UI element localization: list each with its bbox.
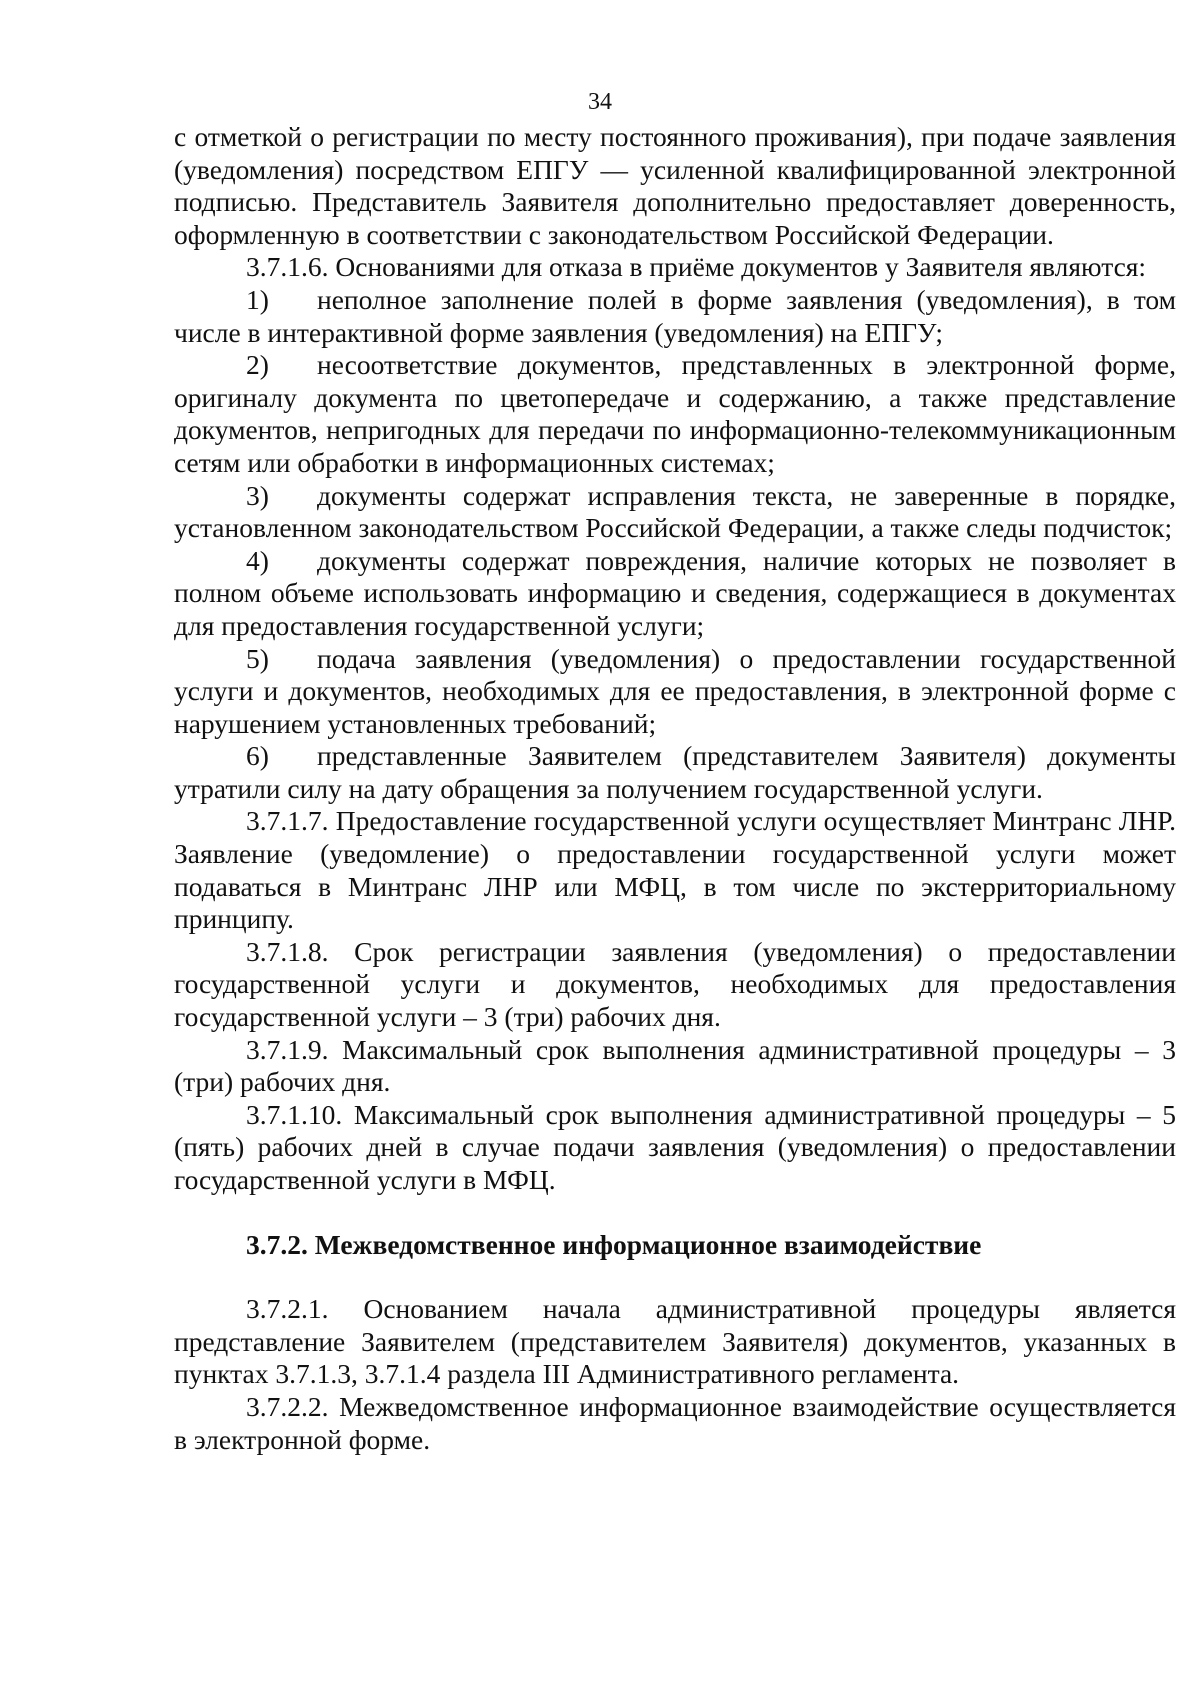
list-item-text: подача заявления (уведомления) о предоставлении государственной услуги и документов, необходимых для ее предоставления, в электронной форме с нарушением установленных требований; (174, 642, 1176, 739)
paragraph-continuation: с отметкой о регистрации по месту постоянного проживания), при подаче заявления (уведомления) посредством ЕПГУ — усиленной квалифицированной электронной подписью. Представитель Заявителя дополнительно предоставляет доверенность, оформленную в соответствии с законодательством Российской Федерации. (174, 121, 1176, 250)
paragraph-3-7-2-2: 3.7.2.2. Межведомственное информационное взаимодействие осуществляется в электронной форме. (174, 1390, 1176, 1455)
list-item-5 (174, 643, 1176, 741)
list-item-3 (174, 480, 1176, 545)
paragraph-3-7-2-1: 3.7.2.1. Основанием начала административной процедуры является представление Заявителем (представителем Заявителя) документов, указанных в пунктах 3.7.1.3, 3.7.1.4 раздела III Административного регламента. (174, 1293, 1176, 1390)
list-item-4 (174, 545, 1176, 643)
paragraph-3-7-1-9: 3.7.1.9. Максимальный срок выполнения административной процедуры – 3 (три) рабочих дня. (174, 1033, 1176, 1098)
paragraph-3-7-1-6: 3.7.1.6. Основаниями для отказа в приёме документов у Заявителя являются: (246, 251, 1147, 283)
list-item-1 (174, 284, 1176, 349)
list-item-text: документы содержат повреждения, наличие которых не позволяет в полном объеме использовать информацию и сведения, содержащиеся в документах для предоставления государственной услуги; (174, 544, 1176, 641)
page-number: 34 (588, 89, 612, 115)
list-item-number: 2) (246, 349, 269, 381)
paragraph-3-7-1-10: 3.7.1.10. Максимальный срок выполнения административной процедуры – 5 (пять) рабочих дней в случае подачи заявления (уведомления) о предоставлении государственной услуги в МФЦ. (174, 1098, 1176, 1195)
list-item-number: 1) (246, 283, 269, 315)
list-item-text: неполное заполнение полей в форме заявления (уведомления), в том числе в интерактивной форме заявления (уведомления) на ЕПГУ; (174, 283, 1176, 348)
list-item-text: представленные Заявителем (представителем Заявителя) документы утратили силу на дату обращения за получением государственной услуги. (174, 740, 1176, 804)
list-item-6 (174, 740, 1176, 805)
list-item-2 (174, 349, 1176, 479)
list-item-number: 4) (246, 544, 269, 576)
list-item-number: 6) (246, 740, 269, 772)
section-heading-3-7-2: 3.7.2. Межведомственное информационное взаимодействие (246, 1228, 982, 1260)
list-item-text: документы содержат исправления текста, не заверенные в порядке, установленном законодательством Российской Федерации, а также следы подчисток; (174, 479, 1176, 544)
list-item-number: 3) (246, 479, 269, 511)
list-item-text: несоответствие документов, представленных в электронной форме, оригиналу документа по цветопередаче и содержанию, а также представление документов, непригодных для передачи по информационно-телекоммуникационным сетям или обработки в информационных системах; (174, 349, 1176, 478)
list-item-number: 5) (246, 642, 269, 674)
paragraph-3-7-1-7: 3.7.1.7. Предоставление государственной услуги осуществляет Минтранс ЛНР. Заявление (уведомление) о предоставлении государственной услуги может подаваться в Минтранс ЛНР или МФЦ, в том числе по экстерриториальному принципу. (174, 805, 1176, 935)
document-body (174, 121, 1176, 1456)
paragraph-3-7-1-8: 3.7.1.8. Срок регистрации заявления (уведомления) о предоставлении государственной услуги и документов, необходимых для предоставления государственной услуги – 3 (три) рабочих дня. (174, 935, 1176, 1033)
